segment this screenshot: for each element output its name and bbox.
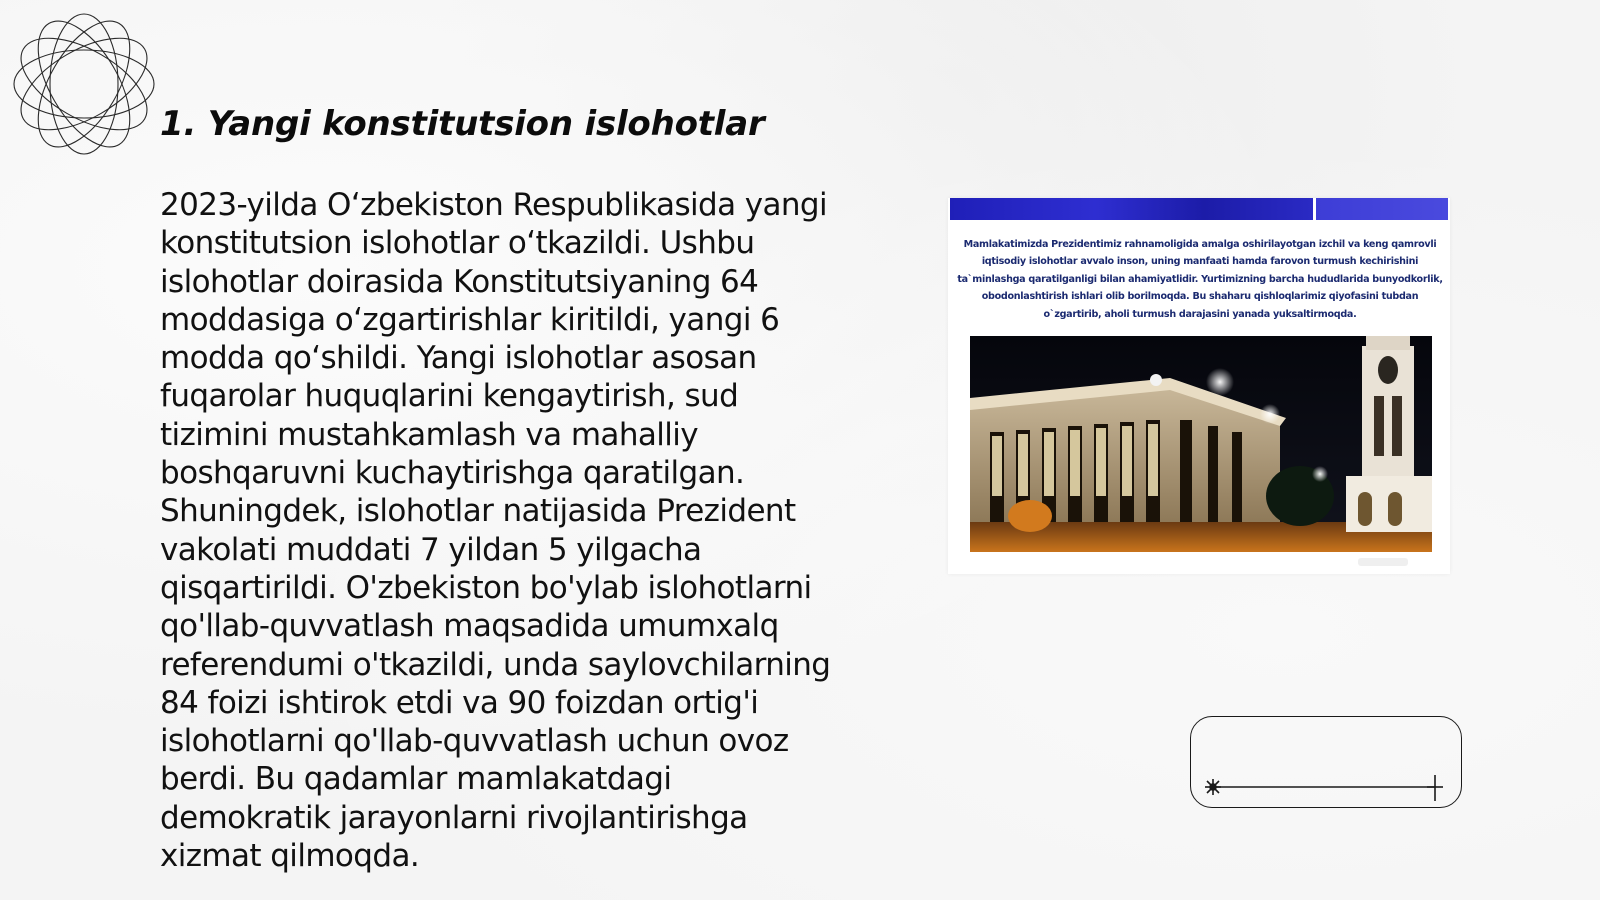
body-line: boshqaruvni kuchaytirishga qaratilgan. (160, 455, 745, 492)
body-line: vakolati muddati 7 yildan 5 yilgacha (160, 531, 702, 568)
body-line: xizmat qilmoqda. (160, 838, 420, 875)
body-line: islohotlar doirasida Konstitutsiyaning 64 (160, 263, 759, 300)
news-caption-line: Mamlakatimizda Prezidentimiz rahnamoligida amalga oshirilayotgan izchil va keng qamrovli (963, 239, 1437, 250)
body-line: 84 foizi ishtirok etdi va 90 foizdan ortig'i (160, 684, 759, 721)
body-line: 2023-yilda O‘zbekiston Respublikasida yangi (160, 187, 828, 223)
orbit-circles-icon (8, 8, 168, 168)
body-line: Shuningdek, islohotlar natijasida Prezident (160, 493, 796, 530)
news-card-image (948, 198, 1450, 574)
news-caption-line: o`zgartirib, aholi turmush darajasini yanada yuksaltirmoqda. (1043, 308, 1357, 320)
sparkle-icon (1205, 779, 1221, 795)
body-line: modda qo‘shildi. Yangi islohotlar asosan (160, 340, 757, 377)
body-line: konstitutsion islohotlar o‘tkazildi. Ushbu (160, 225, 755, 262)
body-line: islohotlarni qo'llab-quvvatlash uchun ovoz (160, 723, 789, 760)
news-caption-line: ta`minlashga qaratilganligi bilan ahamiyatlidir. Yurtimizning barcha hududlarida bunyodkorlik, (957, 273, 1443, 285)
watermark (1358, 558, 1408, 566)
news-caption (954, 236, 1446, 323)
body-line: tizimini mustahkamlash va mahalliy (160, 416, 699, 453)
body-line: qo'llab-quvvatlash maqsadida umumxalq (160, 608, 779, 645)
body-line: demokratik jarayonlarni rivojlantirishga (160, 799, 748, 836)
decorative-frame (1190, 716, 1462, 808)
body-line: referendumi o'tkazildi, unda saylovchilarning (160, 646, 831, 683)
body-paragraph (160, 186, 860, 875)
news-caption-line: obodonlashtirish ishlari olib borilmoqda. Bu shaharu qishloqlarimiz qiyofasini tubdan (981, 291, 1419, 303)
building-night-photo (970, 336, 1432, 552)
news-caption-line: iqtisodiy islohotlar avvalo inson, uning manfaati hamda farovon turmush kechirishini (981, 256, 1419, 268)
news-banner (950, 198, 1448, 220)
body-line: qisqartirildi. O'zbekiston bo'ylab islohotlarni (160, 569, 812, 606)
news-banner-left (950, 198, 1313, 220)
body-line: moddasiga o‘zgartirishlar kiritildi, yangi 6 (160, 301, 780, 338)
star-cross-icon (1427, 775, 1443, 801)
body-line: fuqarolar huquqlarini kengaytirish, sud (160, 378, 739, 415)
body-line: berdi. Bu qadamlar mamlakatdagi (160, 761, 672, 798)
slide-title: 1. Yangi konstitutsion islohotlar (160, 104, 765, 144)
news-banner-right (1316, 198, 1448, 220)
